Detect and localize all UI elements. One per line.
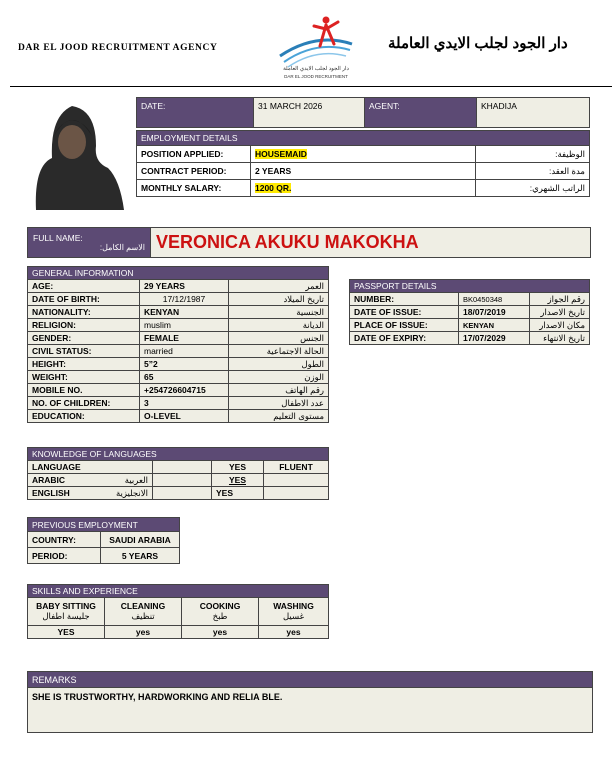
country-label: COUNTRY: (28, 532, 101, 548)
arabic-fluent (264, 474, 329, 487)
language-row-english (28, 487, 153, 500)
age-label: AGE: (28, 280, 140, 293)
religion-label-ar: الديانة (229, 319, 329, 332)
children-label-ar: عدد الاطفال (229, 397, 329, 410)
contract-label-ar: مدة العقد: (476, 163, 590, 180)
remarks-text: SHE IS TRUSTWORTHY, HARDWORKING AND RELIA BLE. (28, 688, 593, 733)
civil-status-label-ar: الحالة الاجتماعية (229, 345, 329, 358)
gender-label-ar: الجنس (229, 332, 329, 345)
skills-table (27, 584, 329, 639)
passport-number-label-ar: رقم الجواز (530, 293, 590, 306)
date-agent-table (136, 97, 590, 128)
nationality-label-ar: الجنسية (229, 306, 329, 319)
salary-label: MONTHLY SALARY: (137, 180, 251, 197)
weight-label: WEIGHT: (28, 371, 140, 384)
full-name-label: FULL NAME: (33, 233, 83, 243)
skill-cleaning-label-ar: تنظيف (131, 611, 155, 621)
language-name-ar: العربية (124, 474, 148, 485)
dob-label-ar: تاريخ الميلاد (229, 293, 329, 306)
issue-place-label-ar: مكان الاصدار (530, 319, 590, 332)
period-label: PERIOD: (28, 548, 101, 564)
nationality-value: KENYAN (140, 306, 229, 319)
general-info-table (27, 266, 329, 423)
education-label-ar: مستوى التعليم (229, 410, 329, 423)
skill-cleaning-value: yes (105, 626, 182, 639)
height-label: HEIGHT: (28, 358, 140, 371)
language-blank-cell (153, 474, 212, 487)
issue-place-value: KENYAN (459, 319, 530, 332)
expiry-date-value: 17/07/2029 (459, 332, 530, 345)
agency-name-ar: دار الجود لجلب الايدي العاملة (388, 35, 568, 52)
language-row-arabic (28, 474, 153, 487)
previous-title: PREVIOUS EMPLOYMENT (28, 518, 180, 532)
weight-value: 65 (140, 371, 229, 384)
dob-label: DATE OF BIRTH: (28, 293, 140, 306)
period-value: 5 YEARS (101, 548, 180, 564)
language-name-ar: الانجليزية (115, 487, 148, 498)
country-value: SAUDI ARABIA (101, 532, 180, 548)
skill-cooking-value: yes (182, 626, 259, 639)
position-label: POSITION APPLIED: (137, 146, 251, 163)
languages-title: KNOWLEDGE OF LANGUAGES (28, 448, 329, 461)
skill-cooking-label: COOKING (199, 601, 241, 611)
salary-label-ar: الراتب الشهري: (476, 180, 590, 197)
contract-label: CONTRACT PERIOD: (137, 163, 251, 180)
issue-date-label-ar: تاريخ الاصدار (530, 306, 590, 319)
general-title: GENERAL INFORMATION (28, 267, 329, 280)
full-name-label-ar: الاسم الكامل: (99, 243, 145, 252)
skill-baby-sitting-value: YES (28, 626, 105, 639)
mobile-label: MOBILE NO. (28, 384, 140, 397)
logo-caption-en: DAR EL JOOD RECRUITMENT (284, 74, 348, 79)
civil-status-value: married (140, 345, 229, 358)
agency-name-en: DAR EL JOOD RECRUITMENT AGENCY (18, 43, 218, 53)
position-value: HOUSEMAID (255, 149, 307, 159)
yes-header: YES (212, 461, 264, 474)
religion-value: muslim (140, 319, 229, 332)
english-fluent (264, 487, 329, 500)
position-label-ar: الوظيفة: (476, 146, 590, 163)
education-value: O-LEVEL (140, 410, 229, 423)
skill-washing-value: yes (259, 626, 329, 639)
children-value: 3 (140, 397, 229, 410)
gender-value: FEMALE (140, 332, 229, 345)
expiry-date-label: DATE OF EXPIRY: (350, 332, 459, 345)
language-blank-cell (153, 487, 212, 500)
issue-place-label: PLACE OF ISSUE: (350, 319, 459, 332)
passport-number-value: BK0450348 (459, 293, 530, 306)
skill-cleaning-label: CLEANING (120, 601, 166, 611)
agent-value: KHADIJA (477, 98, 590, 128)
logo-caption-ar: دار الجود لجلب الايدي العاملة (283, 66, 349, 72)
passport-details-table (349, 279, 590, 345)
english-yes: YES (212, 487, 264, 500)
language-header: LANGUAGE (28, 461, 153, 474)
previous-employment-table (27, 517, 180, 564)
header-divider (10, 86, 612, 87)
religion-label: RELIGION: (28, 319, 140, 332)
applicant-photo (16, 96, 130, 210)
date-value: 31 MARCH 2026 (254, 98, 365, 128)
date-label: DATE: (137, 98, 254, 128)
skill-washing-label: WASHING (273, 601, 314, 611)
age-label-ar: العمر (229, 280, 329, 293)
full-name-value: VERONICA AKUKU MAKOKHA (151, 228, 591, 258)
language-name: ENGLISH (32, 487, 70, 498)
civil-status-label: CIVIL STATUS: (28, 345, 140, 358)
mobile-value: +254726604715 (140, 384, 229, 397)
issue-date-value: 18/07/2019 (459, 306, 530, 319)
skill-baby-sitting-label-ar: جليسة اطفال (42, 611, 90, 621)
remarks-table (27, 671, 593, 733)
nationality-label: NATIONALITY: (28, 306, 140, 319)
full-name-table (27, 227, 591, 258)
issue-date-label: DATE OF ISSUE: (350, 306, 459, 319)
expiry-date-label-ar: تاريخ الانتهاء (530, 332, 590, 345)
children-label: NO. OF CHILDREN: (28, 397, 140, 410)
skill-baby-sitting-label: BABY SITTING (36, 601, 96, 611)
height-value: 5”2 (140, 358, 229, 371)
remarks-title: REMARKS (28, 672, 593, 688)
skill-cooking-label-ar: طبخ (212, 611, 228, 621)
passport-number-label: NUMBER: (350, 293, 459, 306)
passport-title: PASSPORT DETAILS (350, 280, 590, 293)
contract-value: 2 YEARS (251, 163, 476, 180)
dob-value: 17/12/1987 (140, 293, 229, 306)
gender-label: GENDER: (28, 332, 140, 345)
agent-label: AGENT: (365, 98, 477, 128)
height-label-ar: الطول (229, 358, 329, 371)
weight-label-ar: الوزن (229, 371, 329, 384)
employment-title: EMPLOYMENT DETAILS (137, 131, 590, 146)
salary-value: 1200 QR. (255, 183, 292, 193)
skills-title: SKILLS AND EXPERIENCE (28, 585, 329, 598)
mobile-label-ar: رقم الهاتف (229, 384, 329, 397)
arabic-yes: YES (212, 474, 264, 487)
skill-washing-label-ar: غسيل (282, 611, 305, 621)
education-label: EDUCATION: (28, 410, 140, 423)
languages-table (27, 447, 329, 500)
language-name: ARABIC (32, 474, 66, 485)
employment-details-table (136, 130, 590, 197)
fluent-header: FLUENT (264, 461, 329, 474)
language-blank-header (153, 461, 212, 474)
age-value: 29 YEARS (140, 280, 229, 293)
